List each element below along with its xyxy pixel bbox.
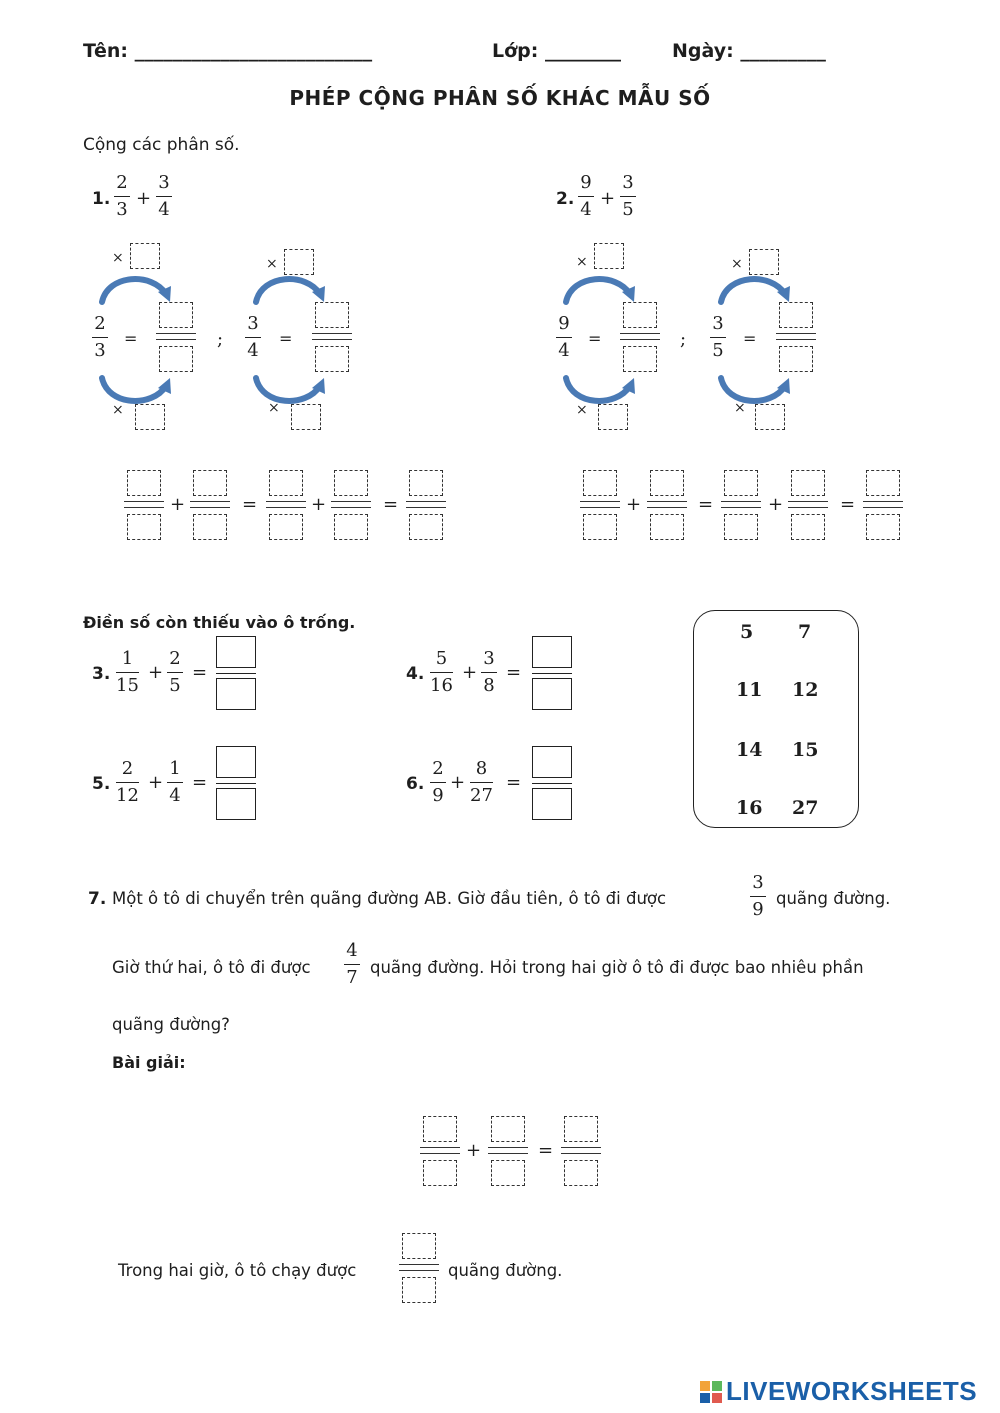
answer-sentence-end: quãng đường. bbox=[448, 1261, 563, 1280]
bank-number[interactable]: 14 bbox=[736, 739, 763, 761]
equals-sign: = bbox=[279, 329, 293, 348]
times-sign: × bbox=[734, 400, 746, 416]
times-sign: × bbox=[576, 402, 588, 418]
name-field-label: Tên: _________________________ bbox=[83, 40, 373, 62]
multiplier-input[interactable] bbox=[598, 404, 628, 430]
problem-line-1-end: quãng đường. bbox=[776, 889, 891, 908]
times-sign: × bbox=[112, 402, 124, 418]
sum-fraction[interactable] bbox=[647, 470, 687, 540]
bank-number[interactable]: 15 bbox=[792, 739, 819, 761]
plus-sign: + bbox=[626, 494, 642, 515]
ex2-a-denominator: 4 bbox=[580, 199, 592, 220]
liveworksheets-logo bbox=[700, 1376, 977, 1407]
equals-sign: = bbox=[192, 662, 208, 683]
logo-mark-icon bbox=[700, 1381, 722, 1403]
ex2-b-denominator: 5 bbox=[622, 199, 634, 220]
equals-sign: = bbox=[506, 772, 522, 793]
problem-fraction-1: 3 9 bbox=[750, 872, 766, 921]
part1-instruction: Cộng các phân số. bbox=[83, 135, 240, 155]
date-field-label: Ngày: _________ bbox=[672, 40, 826, 62]
ex2-plus: + bbox=[600, 188, 616, 209]
sum-fraction[interactable] bbox=[721, 470, 761, 540]
solution-fraction[interactable] bbox=[488, 1116, 528, 1186]
ex4-label: 4. bbox=[406, 664, 425, 684]
sum-fraction[interactable] bbox=[406, 470, 446, 540]
solution-label: Bài giải: bbox=[112, 1053, 186, 1072]
bank-number[interactable]: 7 bbox=[798, 621, 812, 643]
ex2-label: 2. bbox=[556, 189, 575, 209]
bank-number[interactable]: 27 bbox=[792, 797, 819, 819]
multiplier-input[interactable] bbox=[594, 243, 624, 269]
page-title: PHÉP CỘNG PHÂN SỐ KHÁC MẪU SỐ bbox=[289, 86, 711, 110]
ex3-fraction-a: 1 15 bbox=[116, 648, 139, 696]
times-sign: × bbox=[112, 250, 124, 266]
answer-sentence-start: Trong hai giờ, ô tô chạy được bbox=[118, 1261, 357, 1280]
equals-sign: = bbox=[506, 662, 522, 683]
times-sign: × bbox=[266, 256, 278, 272]
equals-sign: = bbox=[840, 494, 856, 515]
sum-fraction[interactable] bbox=[266, 470, 306, 540]
sum-fraction[interactable] bbox=[331, 470, 371, 540]
bank-number[interactable]: 16 bbox=[736, 797, 763, 819]
sum-fraction[interactable] bbox=[788, 470, 828, 540]
sum-fraction[interactable] bbox=[124, 470, 164, 540]
bank-number[interactable]: 5 bbox=[740, 621, 754, 643]
plus-sign: + bbox=[768, 494, 784, 515]
bank-number[interactable]: 12 bbox=[792, 679, 819, 701]
equals-sign: = bbox=[538, 1140, 554, 1161]
ex5-fraction-a: 2 12 bbox=[116, 758, 139, 806]
group1-fraction: 2 3 bbox=[92, 313, 108, 362]
ex6-answer[interactable] bbox=[532, 746, 572, 822]
solution-fraction[interactable] bbox=[561, 1116, 601, 1186]
ex6-fraction-b: 8 27 bbox=[470, 758, 493, 806]
plus-sign: + bbox=[148, 662, 164, 683]
ex2-fraction-a bbox=[578, 172, 594, 221]
times-sign: × bbox=[731, 256, 743, 272]
ex3-answer[interactable] bbox=[216, 636, 256, 712]
answer-fraction[interactable] bbox=[156, 302, 196, 372]
problem-fraction-2: 4 7 bbox=[344, 940, 360, 989]
ex1-plus: + bbox=[136, 188, 152, 209]
equals-sign: = bbox=[242, 494, 258, 515]
problem-line-2-end: quãng đường. Hỏi trong hai giờ ô tô đi được bao nhiêu phần bbox=[370, 958, 864, 977]
multiplier-input[interactable] bbox=[755, 404, 785, 430]
sum-fraction[interactable] bbox=[190, 470, 230, 540]
answer-fraction[interactable] bbox=[620, 302, 660, 372]
ex2-b-numerator: 3 bbox=[622, 172, 634, 193]
ex1-fraction-b bbox=[156, 172, 172, 221]
ex4-fraction-a: 5 16 bbox=[430, 648, 453, 696]
plus-sign: + bbox=[170, 494, 186, 515]
ex5-fraction-b: 1 4 bbox=[167, 758, 183, 807]
ex1-b-numerator: 3 bbox=[158, 172, 170, 193]
answer-fraction[interactable] bbox=[312, 302, 352, 372]
part2-instruction: Điền số còn thiếu vào ô trống. bbox=[83, 613, 356, 632]
ex1-a-numerator: 2 bbox=[116, 172, 128, 193]
ex1-b-denominator: 4 bbox=[158, 199, 170, 220]
plus-sign: + bbox=[462, 662, 478, 683]
sum-fraction[interactable] bbox=[863, 470, 903, 540]
multiplier-input[interactable] bbox=[130, 243, 160, 269]
equals-sign: = bbox=[124, 329, 138, 348]
ex4-answer[interactable] bbox=[532, 636, 572, 712]
semicolon: ; bbox=[217, 329, 224, 350]
equals-sign: = bbox=[192, 772, 208, 793]
class-field-label: Lớp: ________ bbox=[492, 40, 621, 62]
solution-fraction[interactable] bbox=[420, 1116, 460, 1186]
plus-sign: + bbox=[311, 494, 327, 515]
problem-line-1: Một ô tô di chuyển trên quãng đường AB. Giờ đầu tiên, ô tô đi được bbox=[112, 889, 667, 908]
ex5-answer[interactable] bbox=[216, 746, 256, 822]
ex2-a-numerator: 9 bbox=[580, 172, 592, 193]
plus-sign: + bbox=[466, 1140, 482, 1161]
ex1-a-denominator: 3 bbox=[116, 199, 128, 220]
times-sign: × bbox=[576, 254, 588, 270]
final-answer-fraction[interactable] bbox=[399, 1233, 439, 1303]
group2-fraction: 3 4 bbox=[245, 313, 261, 362]
ex6-label: 6. bbox=[406, 774, 425, 794]
equals-sign: = bbox=[743, 329, 757, 348]
group3-fraction: 9 4 bbox=[556, 313, 572, 362]
answer-fraction[interactable] bbox=[776, 302, 816, 372]
plus-sign: + bbox=[148, 772, 164, 793]
ex1-label: 1. bbox=[92, 189, 111, 209]
number-bank bbox=[693, 610, 859, 828]
ex1-fraction-a bbox=[114, 172, 130, 221]
ex6-fraction-a: 2 9 bbox=[430, 758, 446, 807]
semicolon: ; bbox=[680, 329, 687, 350]
sum-fraction[interactable] bbox=[580, 470, 620, 540]
ex7-label: 7. bbox=[88, 889, 107, 909]
ex3-label: 3. bbox=[92, 664, 111, 684]
equals-sign: = bbox=[383, 494, 399, 515]
logo-text: LIVEWORKSHEETS bbox=[726, 1376, 978, 1406]
ex5-label: 5. bbox=[92, 774, 111, 794]
group4-fraction: 3 5 bbox=[710, 313, 726, 362]
ex2-fraction-b bbox=[620, 172, 636, 221]
problem-line-2-start: Giờ thứ hai, ô tô đi được bbox=[112, 958, 311, 977]
ex3-fraction-b: 2 5 bbox=[167, 648, 183, 697]
times-sign: × bbox=[268, 400, 280, 416]
multiplier-input[interactable] bbox=[135, 404, 165, 430]
plus-sign: + bbox=[450, 772, 466, 793]
equals-sign: = bbox=[588, 329, 602, 348]
ex4-fraction-b: 3 8 bbox=[481, 648, 497, 697]
multiplier-input[interactable] bbox=[291, 404, 321, 430]
bank-number[interactable]: 11 bbox=[736, 679, 763, 701]
equals-sign: = bbox=[698, 494, 714, 515]
problem-line-3: quãng đường? bbox=[112, 1015, 230, 1034]
